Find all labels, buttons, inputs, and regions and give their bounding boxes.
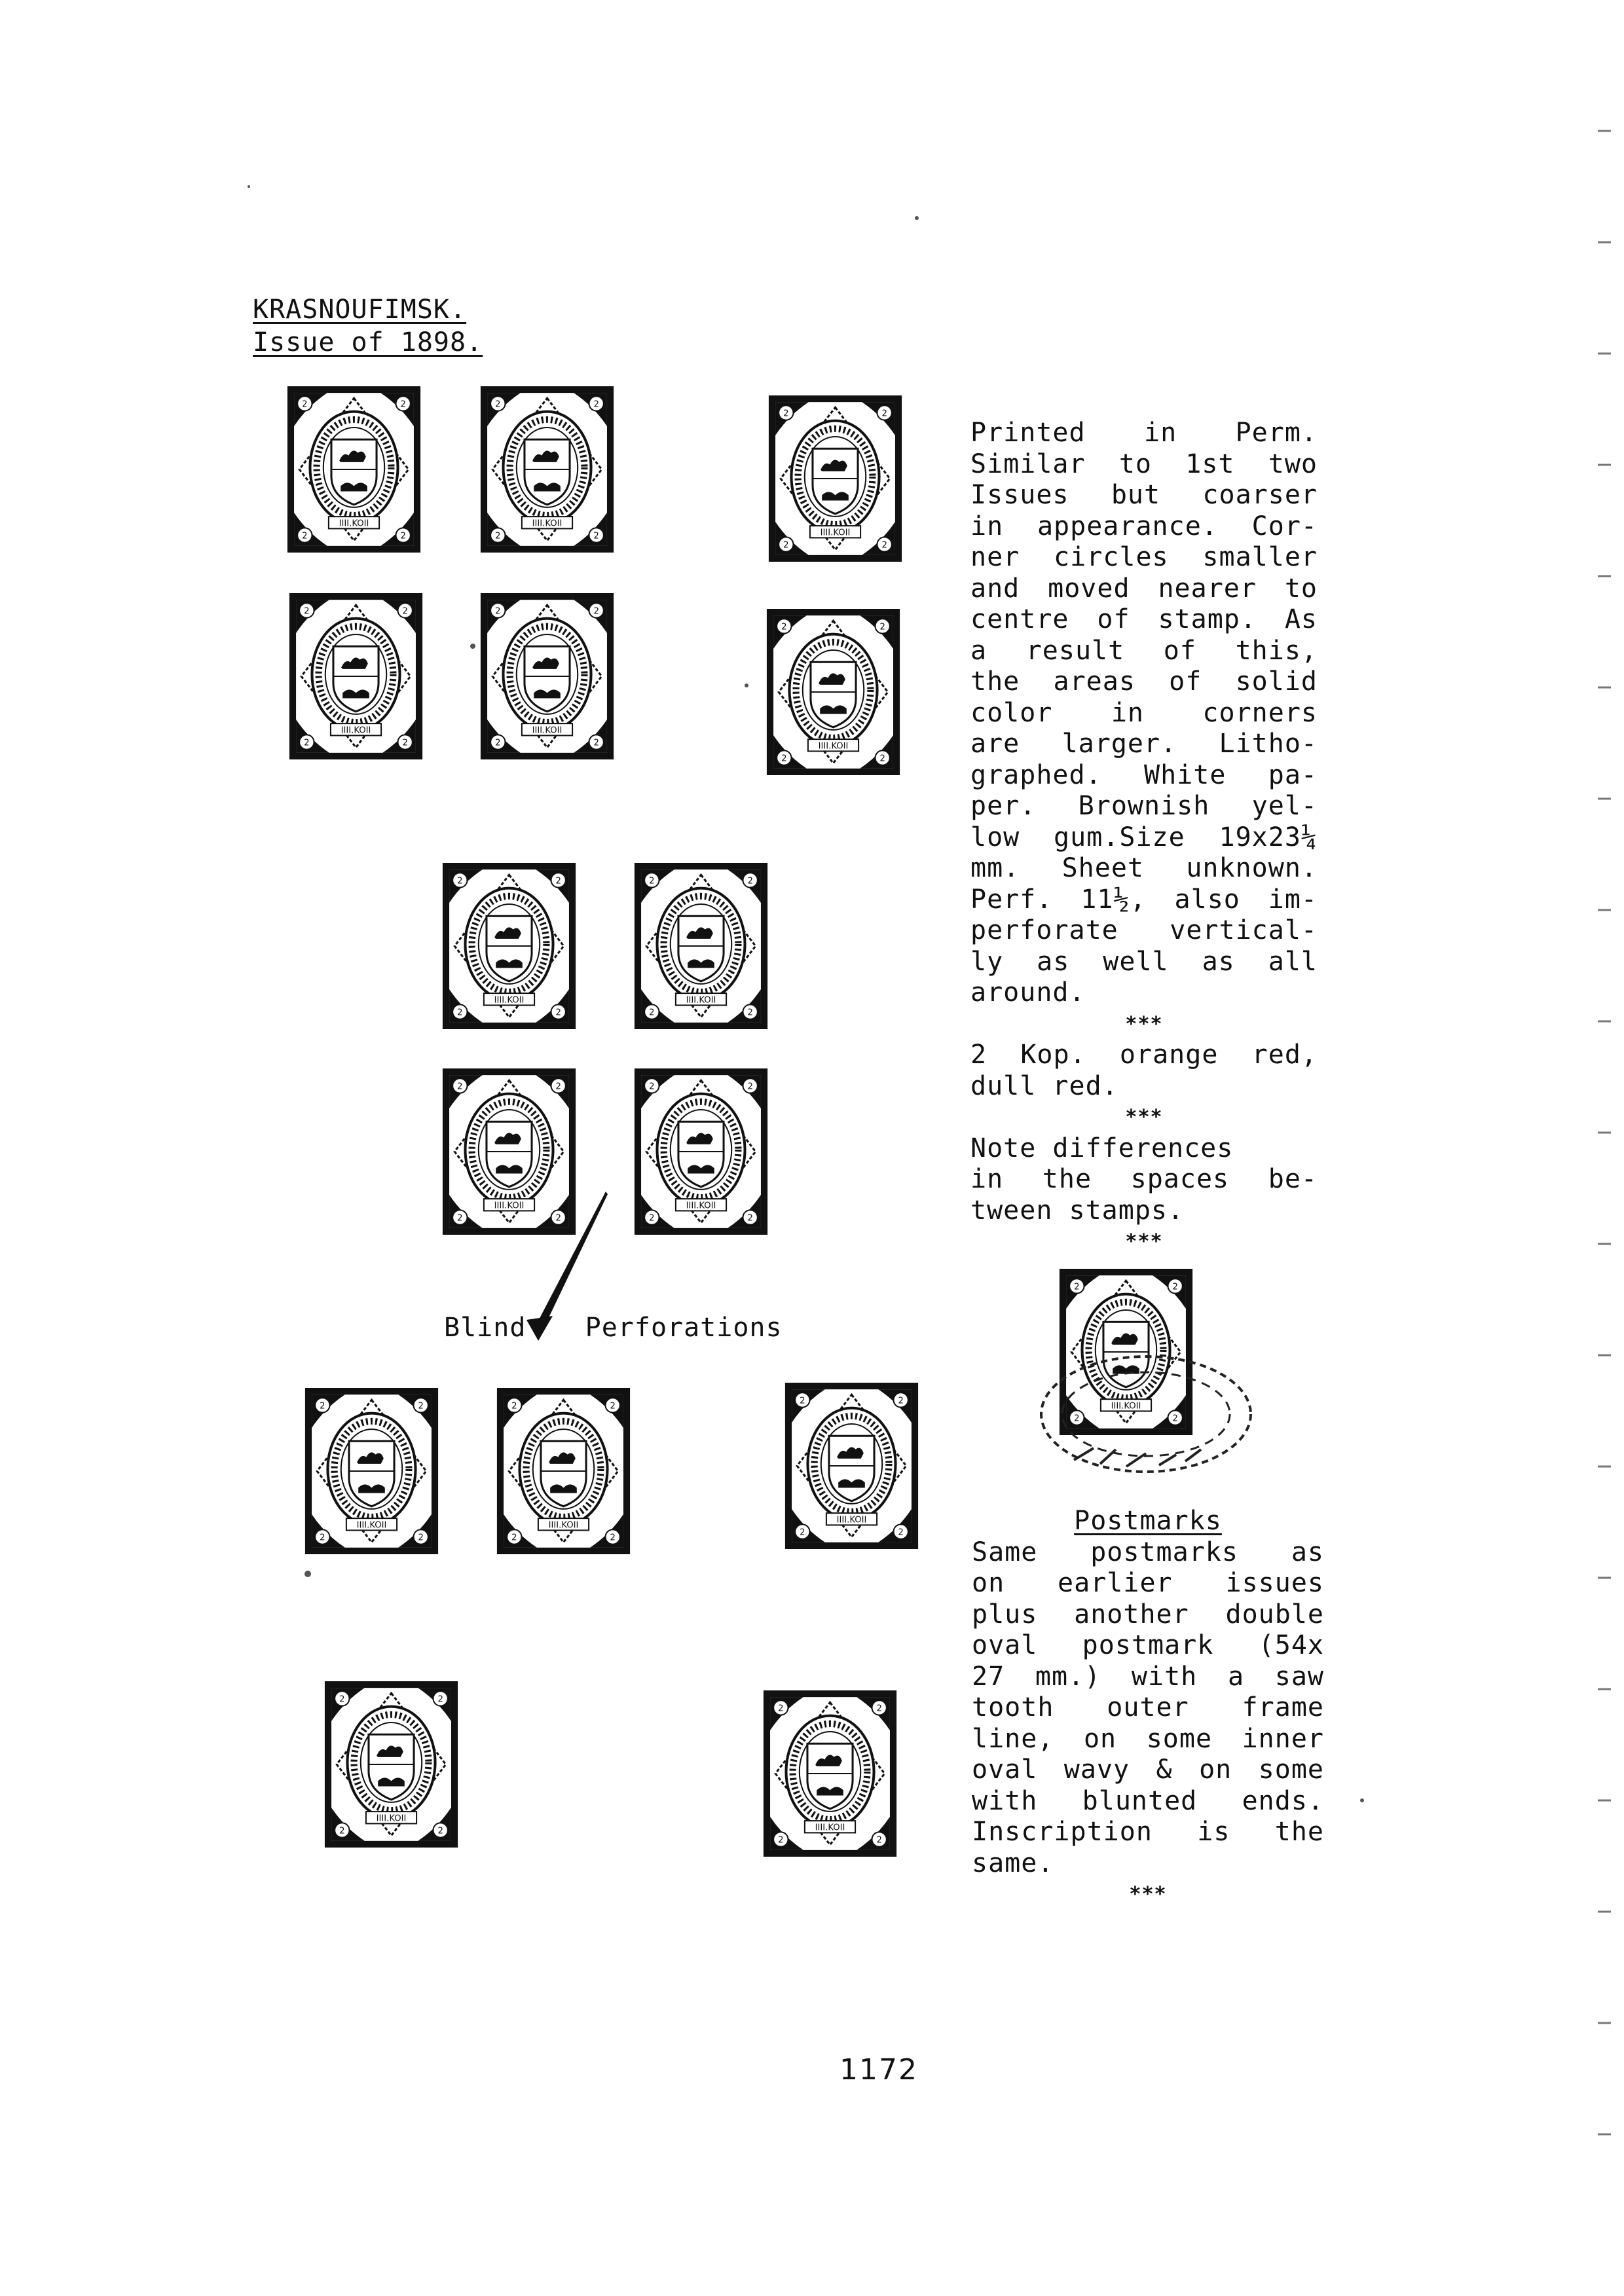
note-line: Note differences (970, 1133, 1234, 1163)
description-column (970, 418, 1318, 1258)
note-line: in the spaces be- (970, 1164, 1318, 1194)
postmarks-line: same. (972, 1848, 1054, 1878)
description-line: low gum.Size 19x23¼ (970, 822, 1318, 852)
colors-line: 2 Kop. orange red, (970, 1040, 1318, 1070)
stamp-design-icon (301, 1388, 442, 1554)
note-line: tween stamps. (970, 1195, 1185, 1226)
section-separator: *** (1125, 1106, 1163, 1129)
blind-perforations-label (444, 1313, 783, 1343)
stamp-image (763, 609, 904, 775)
blind-label: Blind (444, 1313, 526, 1343)
stamp-image (493, 1388, 634, 1554)
stamp-image (321, 1681, 462, 1848)
stamp-design-icon (631, 1068, 771, 1235)
description-line: Similar to 1st two (970, 448, 1318, 479)
section-separator: *** (1125, 1230, 1163, 1253)
perforations-label: Perforations (585, 1313, 783, 1343)
stamp-image (760, 1690, 900, 1857)
stamp-image (477, 593, 618, 759)
postmarks-line: line, on some inner (972, 1723, 1324, 1754)
description-line: around. (970, 977, 1086, 1008)
page-title: KRASNOUFIMSK. (253, 295, 467, 325)
postmarks-line: oval postmark (54x (972, 1630, 1324, 1660)
stamp-image (781, 1383, 922, 1549)
description-line: graphed. White pa- (970, 759, 1318, 790)
postmarks-line: on earlier issues (972, 1568, 1324, 1598)
colors-line: dull red. (970, 1070, 1118, 1101)
description-line: ner circles smaller (970, 542, 1318, 572)
stamp-design-icon (284, 386, 424, 553)
description-line: a result of this, (970, 635, 1318, 666)
description-line: and moved nearer to (970, 573, 1318, 604)
description-line: mm. Sheet unknown. (970, 853, 1318, 883)
postmarks-line: tooth outer frame (972, 1692, 1324, 1722)
description-line: per. Brownish yel- (970, 791, 1318, 821)
issue-subtitle: Issue of 1898. (253, 327, 483, 357)
stamp-design-icon (493, 1388, 634, 1554)
postmarks-title: Postmarks (1074, 1506, 1222, 1536)
description-line: the areas of solid (970, 666, 1318, 697)
stamp-image (765, 395, 906, 562)
postmarks-line: 27 mm.) with a saw (972, 1661, 1324, 1692)
postmarks-line: plus another double (972, 1599, 1324, 1630)
stamp-image (286, 593, 426, 759)
stamp-design-icon (477, 593, 618, 759)
postmarks-line: oval wavy & on some (972, 1755, 1324, 1785)
description-line: centre of stamp. As (970, 604, 1318, 634)
stamp-design-icon (439, 863, 580, 1029)
postmarks-line: Inscription is the (972, 1817, 1324, 1847)
postmarks-column (972, 1506, 1324, 1910)
description-line: Issues but coarser (970, 480, 1318, 510)
description-line: Perf. 11½, also im- (970, 884, 1318, 915)
stamp-image (301, 1388, 442, 1554)
stamp-design-icon (765, 395, 906, 562)
description-line: perforate vertical- (970, 915, 1318, 945)
stamp-design-icon (477, 386, 618, 553)
stamp-design-icon (321, 1681, 462, 1848)
stamp-image (631, 863, 771, 1029)
stamp-design-icon (781, 1383, 922, 1549)
stamp-image (439, 863, 580, 1029)
page-number: 1172 (840, 2053, 918, 2086)
section-separator: *** (1129, 1883, 1167, 1906)
page-heading (253, 293, 483, 359)
section-separator: *** (1125, 1012, 1163, 1036)
postmarks-line: with blunted ends. (972, 1785, 1324, 1816)
stamp-image (477, 386, 618, 553)
description-line: Printed in Perm. (970, 418, 1318, 448)
description-line: ly as well as all (970, 946, 1318, 977)
stamp-design-icon (286, 593, 426, 759)
stamp-image (631, 1068, 771, 1235)
postmark-cancel-icon (1035, 1349, 1257, 1480)
stamp-design-icon (631, 863, 771, 1029)
description-line: in appearance. Cor- (970, 511, 1318, 541)
description-line: color in corners (970, 697, 1318, 728)
description-line: are larger. Litho- (970, 729, 1318, 759)
postmarks-line: Same postmarks as (972, 1537, 1324, 1567)
stamp-design-icon (763, 609, 904, 775)
stamp-image (284, 386, 424, 553)
stamp-design-icon (760, 1690, 900, 1857)
